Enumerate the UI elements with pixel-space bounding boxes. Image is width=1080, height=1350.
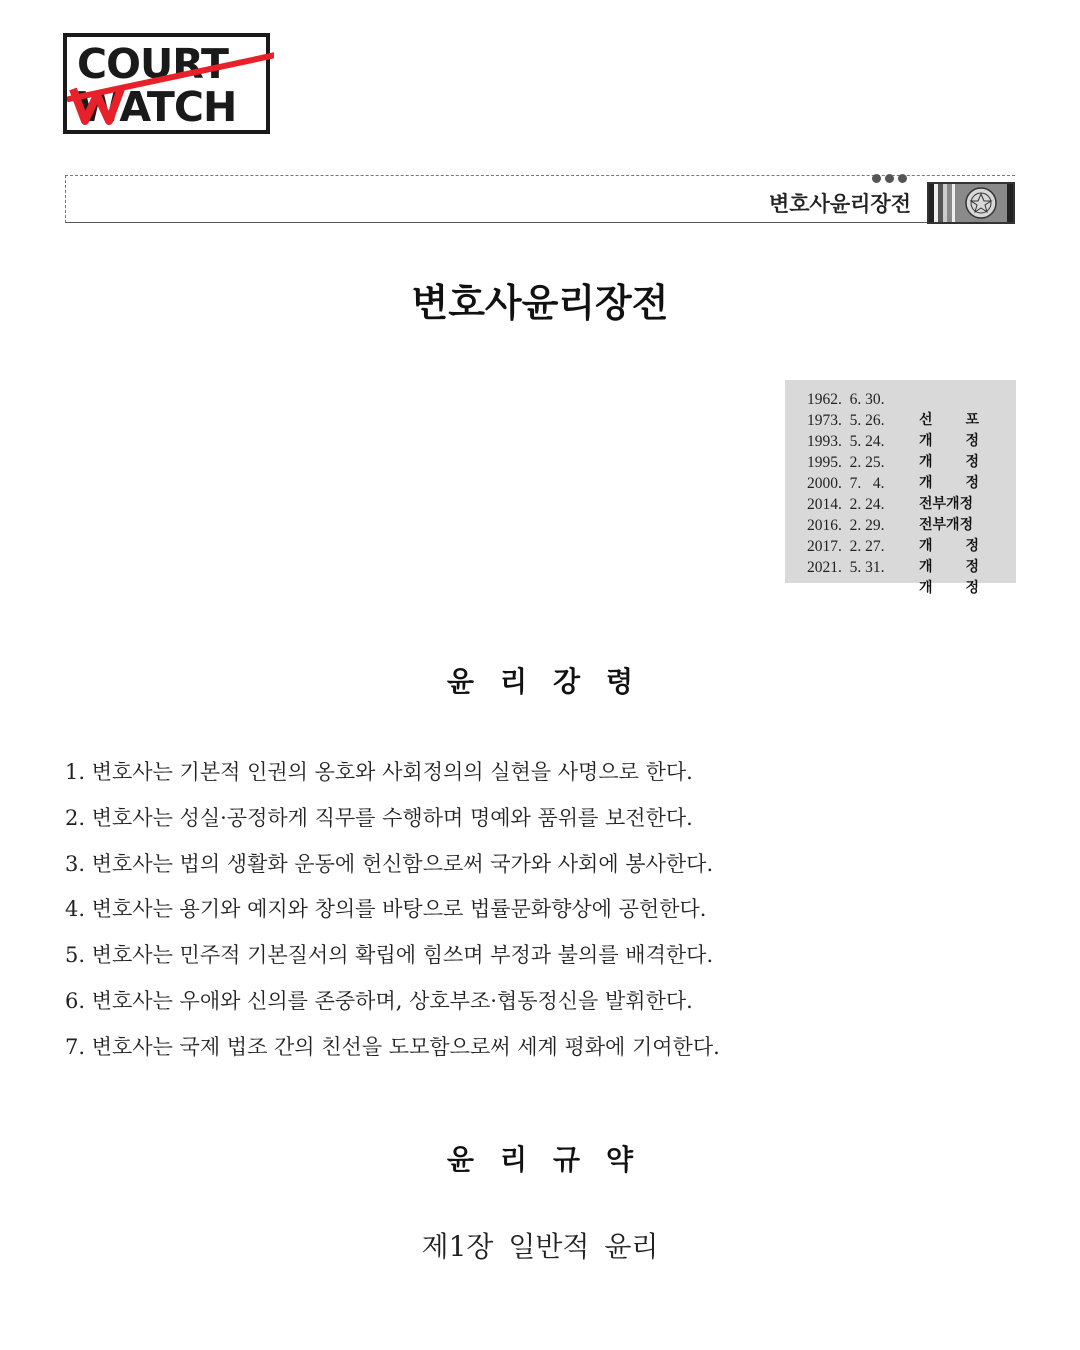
list-item: 7. 변호사는 국제 법조 간의 친선을 도모함으로써 세계 평화에 기여한다. bbox=[65, 1034, 720, 1059]
history-date: 1973. 5. 26. bbox=[807, 412, 885, 429]
history-date: 2016. 2. 29. bbox=[807, 517, 885, 534]
revision-history bbox=[785, 380, 1016, 596]
history-date: 2014. 2. 24. bbox=[807, 496, 885, 513]
history-label-part: 개 bbox=[919, 454, 933, 470]
history-label-part: 개 bbox=[919, 559, 933, 575]
history-date: 1995. 2. 25. bbox=[807, 454, 885, 471]
header-emblem bbox=[927, 182, 1015, 224]
history-row bbox=[807, 557, 1016, 596]
header-dots-icon bbox=[868, 168, 907, 187]
court-watch-logo bbox=[63, 33, 270, 134]
list-item: 4. 변호사는 용기와 예지와 창의를 바탕으로 법률문화향상에 공헌한다. bbox=[65, 897, 707, 922]
seal-emblem-icon bbox=[964, 186, 998, 220]
history-date: 2000. 7. 4. bbox=[807, 475, 885, 492]
history-date: 2017. 2. 27. bbox=[807, 538, 885, 555]
history-label-part: 개 bbox=[919, 538, 933, 554]
list-item: 1. 변호사는 기본적 인권의 옹호와 사회정의의 실현을 사명으로 한다. bbox=[65, 760, 693, 784]
history-date: 1962. 6. 30. bbox=[807, 391, 885, 408]
history-label-part: 포 bbox=[965, 412, 979, 428]
history-label-part: 정 bbox=[965, 433, 979, 449]
history-label-part: 개 bbox=[919, 475, 933, 491]
history-label-part: 전부개정 bbox=[919, 517, 974, 533]
ethics-rules-heading: 윤리규약 bbox=[446, 1143, 660, 1176]
history-date: 1993. 5. 24. bbox=[807, 433, 885, 450]
ethics-outline-list bbox=[65, 750, 720, 1071]
list-item: 3. 변호사는 법의 생활화 운동에 헌신함으로써 국가와 사회에 봉사한다. bbox=[65, 851, 714, 876]
logo-line-watch: WATCH bbox=[77, 83, 237, 131]
list-item: 6. 변호사는 우애와 신의를 존중하며, 상호부조·협동정신을 발휘한다. bbox=[65, 988, 693, 1013]
history-label-part: 정 bbox=[965, 454, 979, 470]
history-label bbox=[919, 578, 979, 599]
logo-line-court: COURT bbox=[77, 40, 228, 88]
history-label-part: 정 bbox=[965, 475, 979, 491]
history-label-part: 개 bbox=[919, 433, 933, 449]
history-label-part: 전부개정 bbox=[919, 496, 974, 512]
document-title: 변호사윤리장전 bbox=[411, 281, 669, 325]
history-date: 2021. 5. 31. bbox=[807, 559, 885, 576]
history-label-part: 정 bbox=[965, 559, 979, 575]
running-header bbox=[65, 175, 1015, 223]
ethics-outline-heading: 윤리강령 bbox=[446, 665, 660, 698]
history-label-part: 정 bbox=[965, 538, 979, 554]
chapter-title: 제1장 일반적 윤리 bbox=[421, 1230, 659, 1263]
list-item: 2. 변호사는 성실·공정하게 직무를 수행하며 명예와 품위를 보전한다. bbox=[65, 805, 693, 830]
running-header-title: 변호사윤리장전 bbox=[768, 192, 911, 216]
history-label-part: 선 bbox=[919, 412, 933, 428]
history-label-part: 정 bbox=[965, 580, 979, 596]
list-item: 5. 변호사는 민주적 기본질서의 확립에 힘쓰며 부정과 불의를 배격한다. bbox=[65, 943, 714, 968]
history-label-part: 개 bbox=[919, 580, 933, 596]
logo-strike-mark bbox=[67, 37, 274, 138]
